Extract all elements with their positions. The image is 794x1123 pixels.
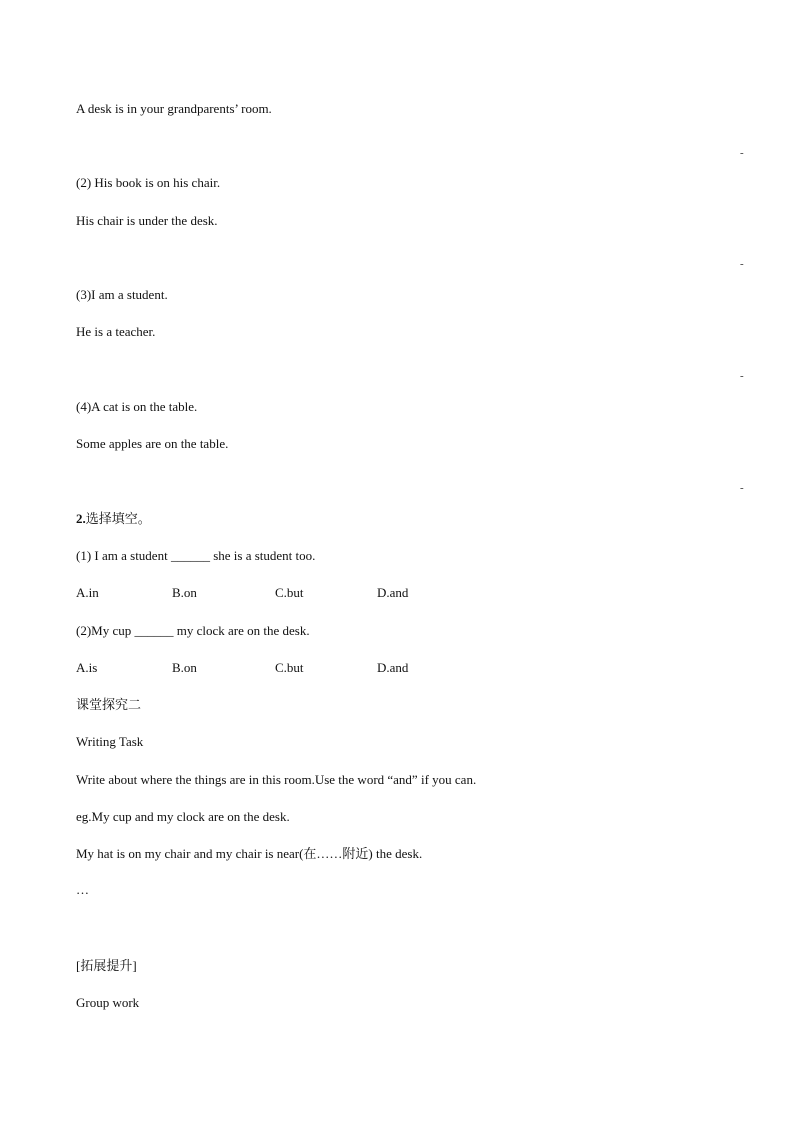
q1-option-d: D.and — [377, 585, 409, 600]
q3-sentence-2: He is a teacher. — [76, 324, 156, 339]
choice-question-2: (2)My cup ______ my clock are on the desk. — [76, 623, 310, 638]
answer-mark-1: - — [740, 147, 744, 159]
choice-question-1: (1) I am a student ______ she is a student too. — [76, 548, 316, 563]
example-sentence-1: eg.My cup and my clock are on the desk. — [76, 809, 290, 824]
section-2-heading — [76, 511, 151, 527]
q2-option-c: C.but — [275, 660, 304, 675]
answer-mark-3: - — [740, 370, 744, 382]
q1-option-b: B.on — [172, 585, 197, 600]
q1-option-a: A.in — [76, 585, 99, 600]
q1-sentence-2: A desk is in your grandparents’ room. — [76, 101, 272, 116]
answer-mark-4: - — [740, 482, 744, 494]
q2-option-d: D.and — [377, 660, 409, 675]
section-2-number: 2. — [76, 511, 86, 526]
q4-sentence-1: (4)A cat is on the table. — [76, 399, 198, 414]
writing-instruction: Write about where the things are in this room.Use the word “and” if you can. — [76, 772, 477, 787]
answer-mark-2: - — [740, 258, 744, 270]
q4-sentence-2: Some apples are on the table. — [76, 436, 229, 451]
explore-title: 课堂探究二 — [76, 697, 142, 712]
q2-sentence-1: (2) His book is on his chair. — [76, 175, 221, 190]
q3-sentence-1: (3)I am a student. — [76, 287, 168, 302]
extension-title: [拓展提升] — [76, 958, 137, 973]
q2-option-b: B.on — [172, 660, 197, 675]
writing-task-title: Writing Task — [76, 734, 144, 749]
section-2-title: 选择填空。 — [85, 511, 151, 526]
ellipsis-text: … — [76, 882, 89, 897]
example-sentence-2: My hat is on my chair and my chair is near(在……附近) the desk. — [76, 846, 423, 861]
q2-option-a: A.is — [76, 660, 98, 675]
q2-sentence-2: His chair is under the desk. — [76, 213, 218, 228]
q1-option-c: C.but — [275, 585, 304, 600]
group-work-label: Group work — [76, 995, 140, 1010]
